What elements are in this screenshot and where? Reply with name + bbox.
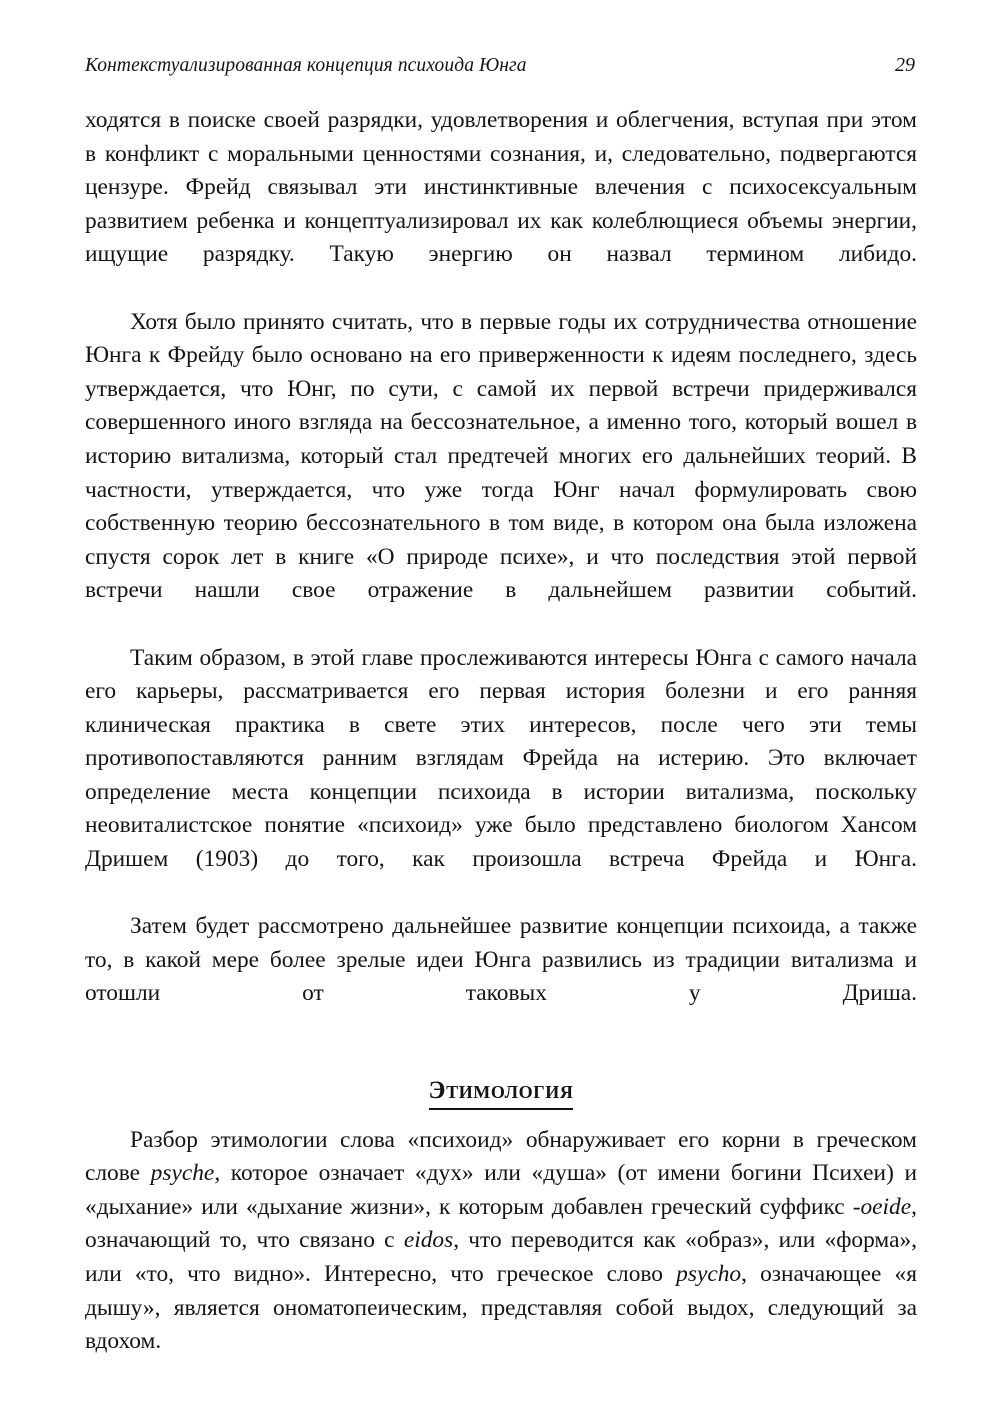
body-paragraph: ходятся в поиске своей разрядки, удовлетворения и облегчения, вступая при этом в конфликт с моральными ценностями сознания, и, следовательно, подвергаются цензуре. Фрейд связывал эти инстинктивные влечения с психосексуальным развитием ребенка и концептуализировал их как колеблющиеся объемы энергии, ищущие разрядку. Такую энергию он назвал термином либидо.: [85, 107, 917, 268]
running-head: [85, 52, 915, 79]
body-paragraph: Разбор этимологии слова «психоид» обнаруживает его корни в греческом слове psyche, которое означает «дух» или «душа» (от имени богини Психеи) и «дыхание» или «дыхание жизни», к которым добавлен греческий суффикс -oeide, означающий то, что связано с eidos, что переводится как «образ», или «форма», или «то, что видно». Интересно, что греческое слово psycho, означающее «я дышу», является ономатопеическим, представляя собой выдох, следующий за вдохом.: [85, 1126, 917, 1355]
body-paragraph: Затем будет рассмотрено дальнейшее развитие концепции психоида, а также то, в какой мере более зрелые идеи Юнга развились из традиции витализма и отошли от таковых у Дриша.: [85, 913, 917, 1007]
italic-term: psyche: [150, 1160, 215, 1187]
text-block: [85, 104, 917, 1392]
section-heading: [85, 1075, 917, 1110]
body-paragraph: Хотя было принято считать, что в первые годы их сотрудничества отношение Юнга к Фрейду было основано на его приверженности к идеям последнего, здесь утверждается, что Юнг, по сути, с самой их первой встречи придерживался совершенного иного взгляда на бессознательное, а именно того, который вошел в историю витализма, который стал предтечей многих его дальнейших теорий. В частности, утверждается, что уже тогда Юнг начал формулировать свою собственную теорию бессознательного в том виде, в котором она была изложена спустя сорок лет в книге «О природе психе», и что последствия этой первой встречи нашли свое отражение в дальнейшем развитии событий.: [85, 308, 917, 604]
page-number: 29: [895, 54, 915, 76]
italic-term: eidos: [403, 1227, 454, 1254]
running-head-title: Контекстуализированная концепция психоида Юнга: [85, 55, 527, 76]
body-paragraph: Таким образом, в этой главе прослеживаются интересы Юнга с самого начала его карьеры, рассматривается его первая история болезни и его ранняя клиническая практика в свете этих интересов, после чего эти темы противопоставляются ранним взглядам Фрейда на истерию. Это включает определение места концепции психоида в истории витализма, поскольку неовиталистское понятие «психоид» уже было представлено биологом Хансом Дришем (1903) до того, как произошла встреча Фрейда и Юнга.: [85, 644, 917, 873]
section-heading-label: Этимология: [429, 1075, 574, 1110]
italic-term: psycho: [676, 1261, 742, 1287]
italic-term: -oeide: [852, 1193, 912, 1220]
